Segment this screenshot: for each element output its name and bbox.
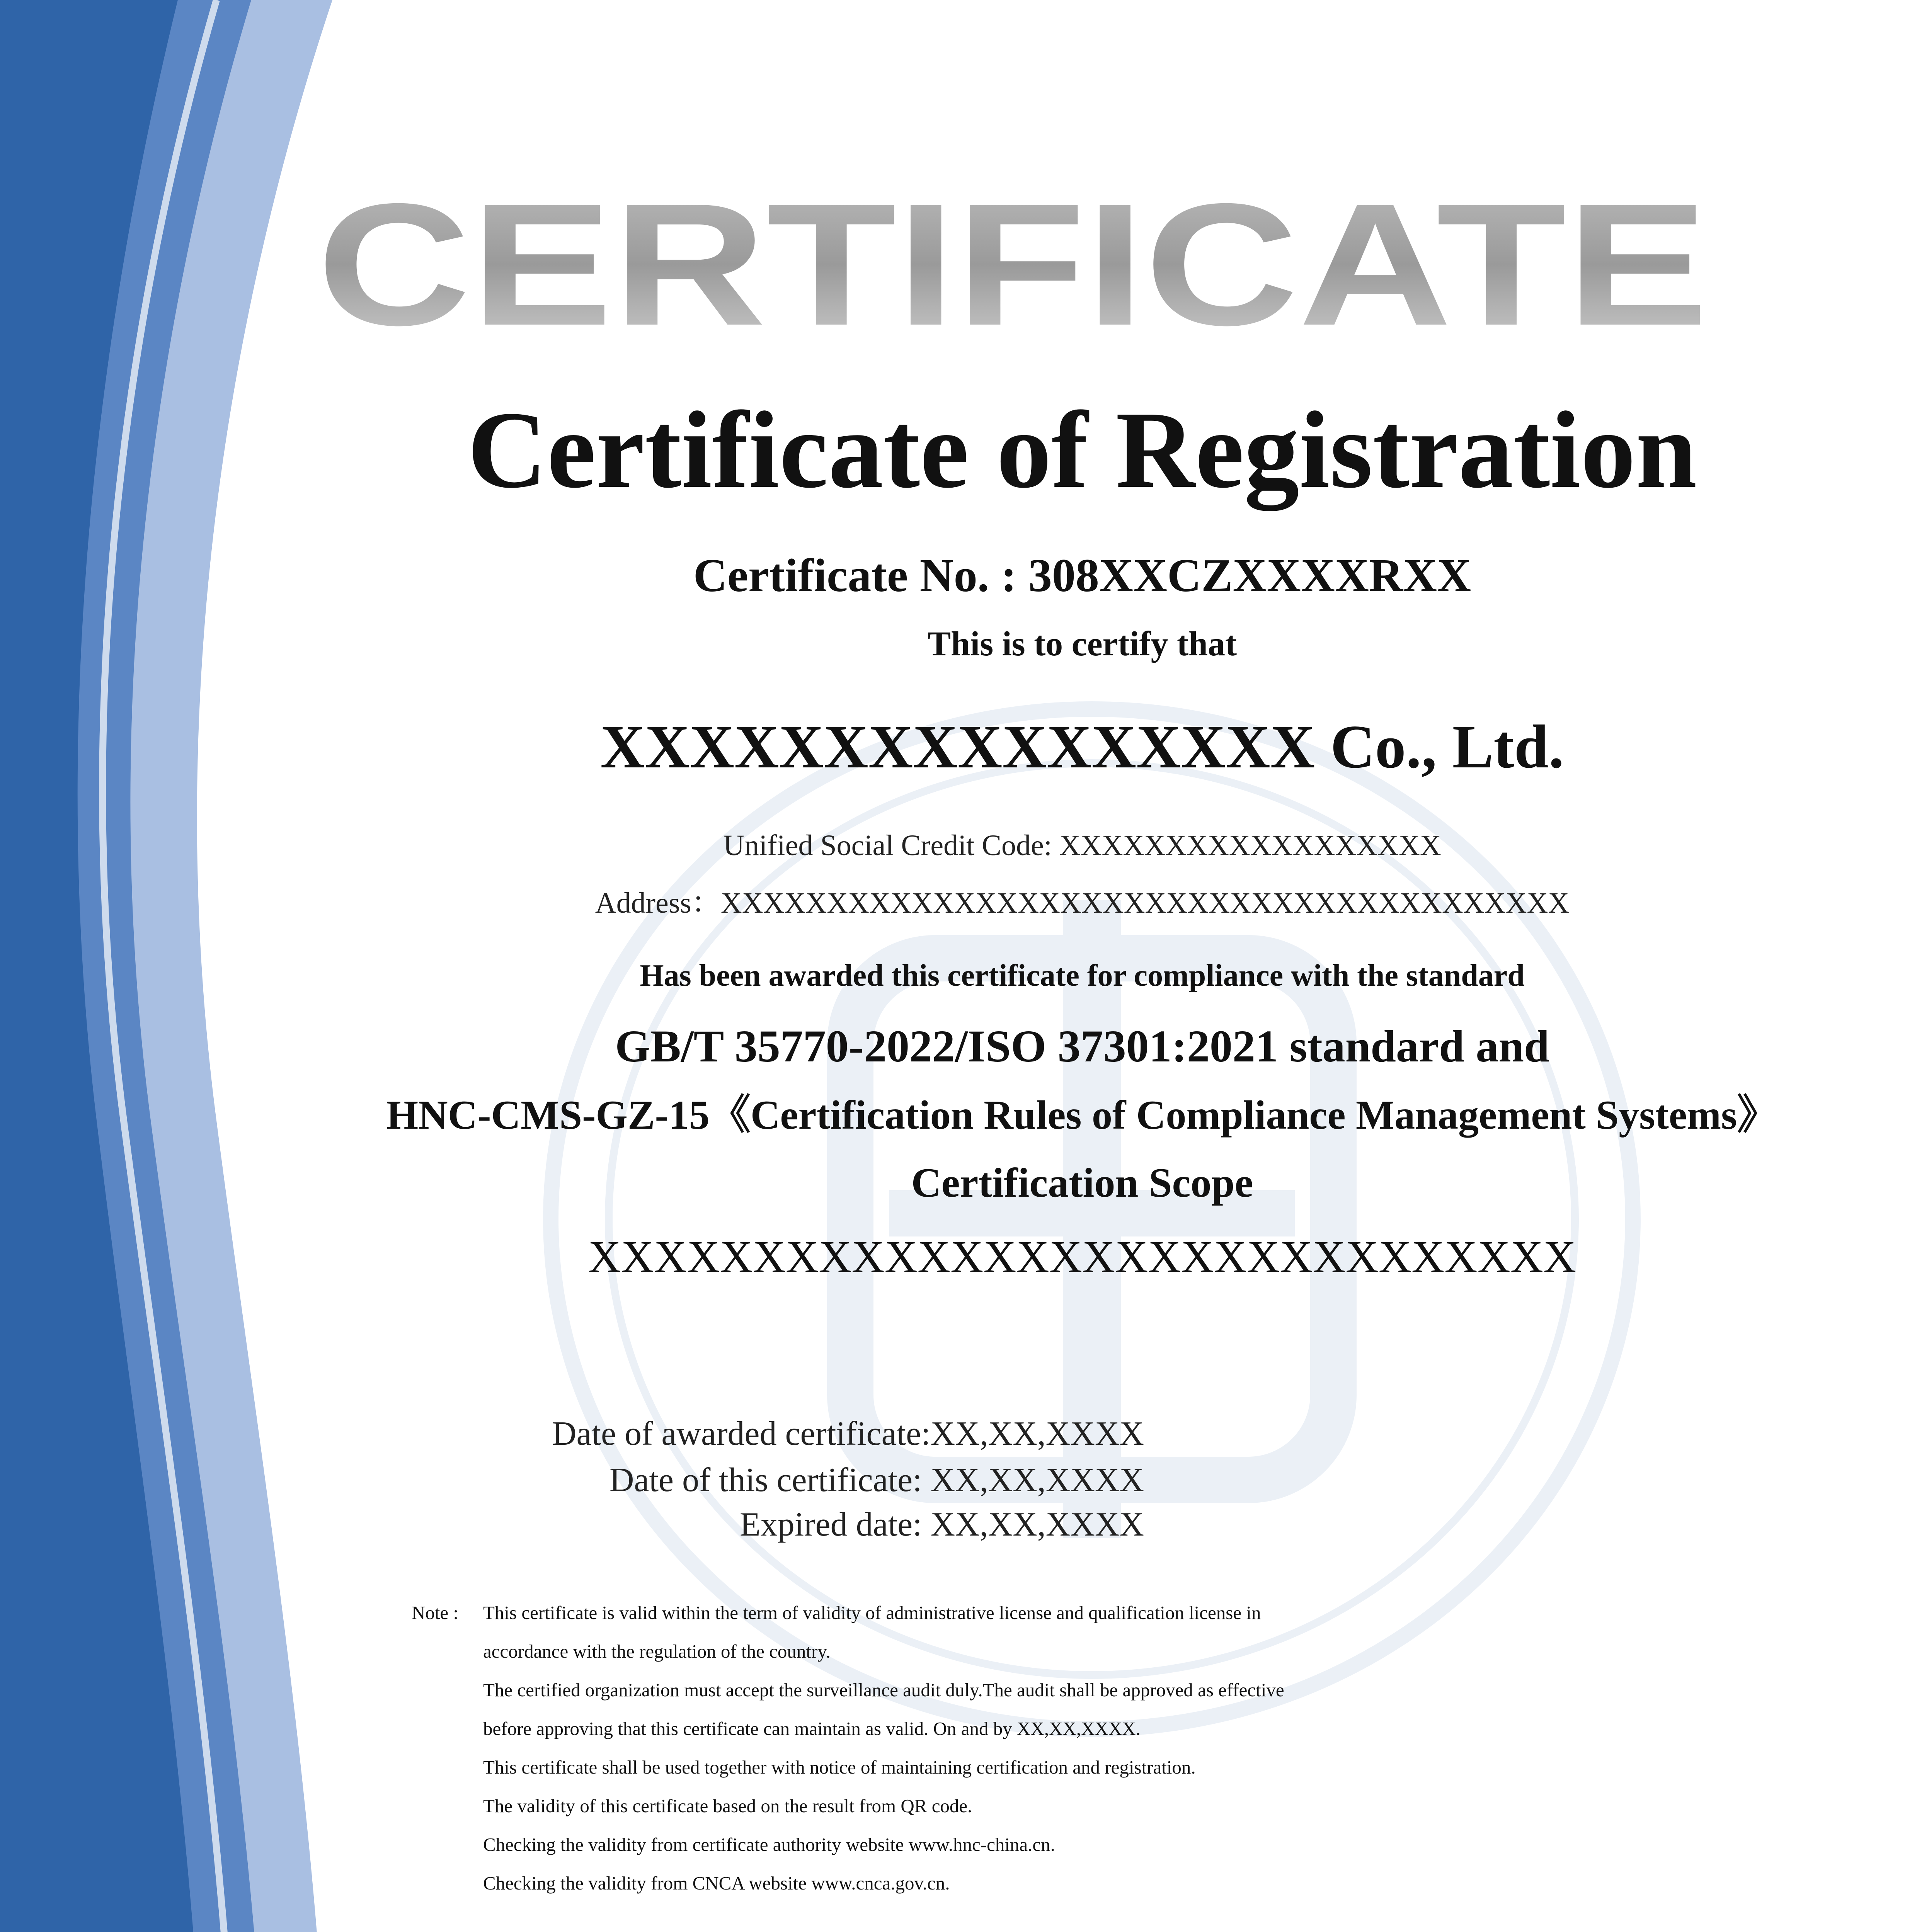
note-line-text: Checking the validity from certificate authority website www.hnc-china.cn. bbox=[483, 1834, 1055, 1855]
company-name-text: XXXXXXXXXXXXXXXX Co., Ltd. bbox=[600, 712, 1564, 781]
date-awarded bbox=[348, 1414, 1144, 1453]
certificate-big-word: CERTIFICATE bbox=[317, 170, 1708, 344]
company-name bbox=[271, 711, 1894, 782]
note-line bbox=[483, 1718, 1141, 1740]
award-statement-text: Has been awarded this certificate for compliance with the standard bbox=[640, 959, 1525, 993]
credit-code-text: Unified Social Credit Code: XXXXXXXXXXXXXXXXXX bbox=[723, 829, 1441, 862]
award-statement bbox=[271, 958, 1894, 993]
standard-line-2-text: HNC-CMS-GZ-15《Certification Rules of Compliance Management Systems》 bbox=[386, 1092, 1778, 1138]
credit-code bbox=[271, 829, 1894, 862]
note-line-text: The certified organization must accept the surveillance audit duly.The audit shall be approved as effective bbox=[483, 1679, 1284, 1701]
cert-no-label: Certificate No. : bbox=[693, 549, 1028, 602]
date-awarded-text: Date of awarded certificate:XX,XX,XXXX bbox=[552, 1415, 1144, 1452]
scope-label-text: Certification Scope bbox=[911, 1160, 1253, 1206]
note-line bbox=[483, 1833, 1055, 1855]
standard-line-2 bbox=[271, 1082, 1894, 1141]
certify-intro-text: This is to certify that bbox=[928, 625, 1237, 663]
note-line bbox=[483, 1795, 972, 1817]
note-label bbox=[412, 1602, 458, 1624]
standard-line-1 bbox=[271, 1020, 1894, 1073]
note-line bbox=[483, 1602, 1261, 1624]
note-line-text: This certificate is valid within the term of validity of administrative license and qualification license in bbox=[483, 1602, 1261, 1623]
date-expired-text: Expired date: XX,XX,XXXX bbox=[740, 1506, 1144, 1543]
scope-value-text: XXXXXXXXXXXXXXXXXXXXXXXXXXXXXX bbox=[588, 1231, 1577, 1282]
note-line bbox=[483, 1640, 831, 1662]
page-title-text: Certificate of Registration bbox=[467, 389, 1697, 511]
note-label-text: Note : bbox=[412, 1602, 459, 1623]
note-line-text: The validity of this certificate based on the result from QR code. bbox=[483, 1795, 972, 1816]
date-expired bbox=[348, 1505, 1144, 1544]
certificate-watermark-title bbox=[0, 170, 1917, 344]
page-title bbox=[271, 386, 1894, 513]
note-line-text: Checking the validity from CNCA website www.cnca.gov.cn. bbox=[483, 1872, 950, 1894]
date-this-certificate bbox=[348, 1461, 1144, 1500]
note-line bbox=[483, 1872, 950, 1894]
date-this-certificate-text: Date of this certificate: XX,XX,XXXX bbox=[609, 1461, 1144, 1499]
company-address bbox=[271, 879, 1894, 921]
cert-no-value: 308XXCZXXXXRXX bbox=[1028, 549, 1471, 602]
certificate-number bbox=[271, 549, 1894, 603]
note-line-text: accordance with the regulation of the country. bbox=[483, 1641, 831, 1662]
note-line bbox=[483, 1756, 1196, 1778]
scope-label bbox=[271, 1159, 1894, 1207]
note-line bbox=[483, 1679, 1284, 1701]
scope-value bbox=[271, 1231, 1894, 1283]
note-line-text: before approving that this certificate can maintain as valid. On and by XX,XX,XXXX. bbox=[483, 1718, 1141, 1739]
certify-intro bbox=[271, 624, 1894, 664]
note-line-text: This certificate shall be used together with notice of maintaining certification and registration. bbox=[483, 1757, 1196, 1778]
standard-line-1-text: GB/T 35770-2022/ISO 37301:2021 standard and bbox=[615, 1021, 1549, 1071]
company-address-text: Address：XXXXXXXXXXXXXXXXXXXXXXXXXXXXXXXXXXXXXXXX bbox=[595, 887, 1570, 919]
